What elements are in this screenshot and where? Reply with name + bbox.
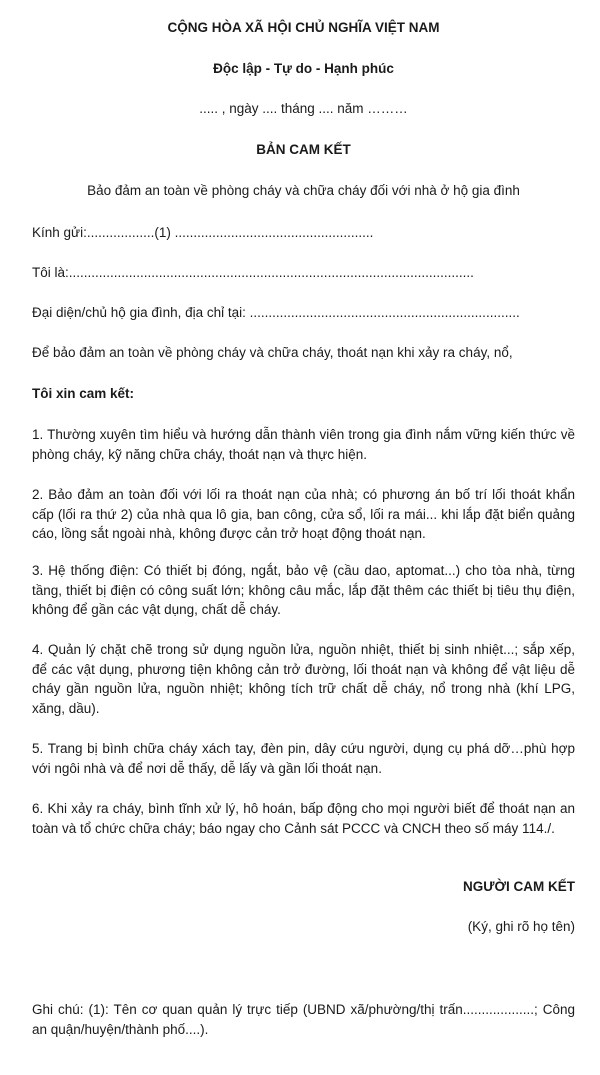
purpose-line: Để bảo đảm an toàn về phòng cháy và chữa cháy, thoát nạn khi xảy ra cháy, nổ, <box>32 345 513 360</box>
date-line: ..... , ngày .... tháng .... năm ……… <box>199 101 408 116</box>
nation-heading: CỘNG HÒA XÃ HỘI CHỦ NGHĨA VIỆT NAM <box>167 20 440 35</box>
signature-note: (Ký, ghi rõ họ tên) <box>467 919 575 934</box>
representative-field: Đại diện/chủ hộ gia đình, địa chỉ tại: ........................................................................ <box>32 305 520 320</box>
document-subtitle: Bảo đảm an toàn về phòng cháy và chữa cháy đối với nhà ở hộ gia đình <box>87 183 520 198</box>
commit-heading: Tôi xin cam kết: <box>32 386 135 401</box>
footnote: Ghi chú: (1): Tên cơ quan quản lý trực tiếp (UBND xã/phường/thị trấn...................; Công an quận/huyện/thành phố....). <box>32 1002 575 1037</box>
commitment-item-1: 1. Thường xuyên tìm hiểu và hướng dẫn thành viên trong gia đình nắm vững kiến thức về phòng cháy, kỹ năng chữa cháy, thoát nạn và thực hiện. <box>32 427 575 462</box>
commitment-item-5: 5. Trang bị bình chữa cháy xách tay, đèn pin, dây cứu người, dụng cụ phá dỡ…phù hợp với ngôi nhà và để nơi dễ thấy, dễ lấy và gần lối thoát nạn. <box>32 741 575 776</box>
commitment-item-3: 3. Hệ thống điện: Có thiết bị đóng, ngắt, bảo vệ (cầu dao, aptomat...) cho tòa nhà, từng tầng, thiết bị điện có công suất lớn; không câu mắc, lắp đặt thêm các thiết bị tiêu thụ điện, không để gần các vật dụng, chất dễ cháy. <box>32 563 575 617</box>
name-field: Tôi là:............................................................................................................ <box>32 265 474 280</box>
document-title: BẢN CAM KẾT <box>256 142 351 157</box>
commitment-item-4: 4. Quản lý chặt chẽ trong sử dụng nguồn lửa, nguồn nhiệt, thiết bị sinh nhiệt...; sắp xếp, để các vật dụng, phương tiện không cản trở đường, lối thoát nạn và không để vật liệu dễ cháy gần nguồn lửa, nguồn nhiệt; không tích trữ chất dễ cháy, nổ trong nhà (khí LPG, xăng, dầu). <box>32 642 575 716</box>
recipient-field: Kính gửi:..................(1) ..................................................... <box>32 225 374 240</box>
signature-label: NGƯỜI CAM KẾT <box>463 879 575 894</box>
motto: Độc lập - Tự do - Hạnh phúc <box>213 61 394 76</box>
commitment-item-6: 6. Khi xảy ra cháy, bình tĩnh xử lý, hô hoán, bấp động cho mọi người biết để thoát nạn an toàn và tổ chức chữa cháy; báo ngay cho Cảnh sát PCCC và CNCH theo số máy 114./. <box>32 801 575 836</box>
commitment-item-2: 2. Bảo đảm an toàn đối với lối ra thoát nạn của nhà; có phương án bố trí lối thoát khẩn cấp (lối ra thứ 2) của nhà qua lô gia, ban công, cửa sổ, lối ra mái... khi lắp đặt biển quảng cáo, lồng sắt ngoài nhà, không được cản trở hoạt động thoát nạn. <box>32 487 575 541</box>
